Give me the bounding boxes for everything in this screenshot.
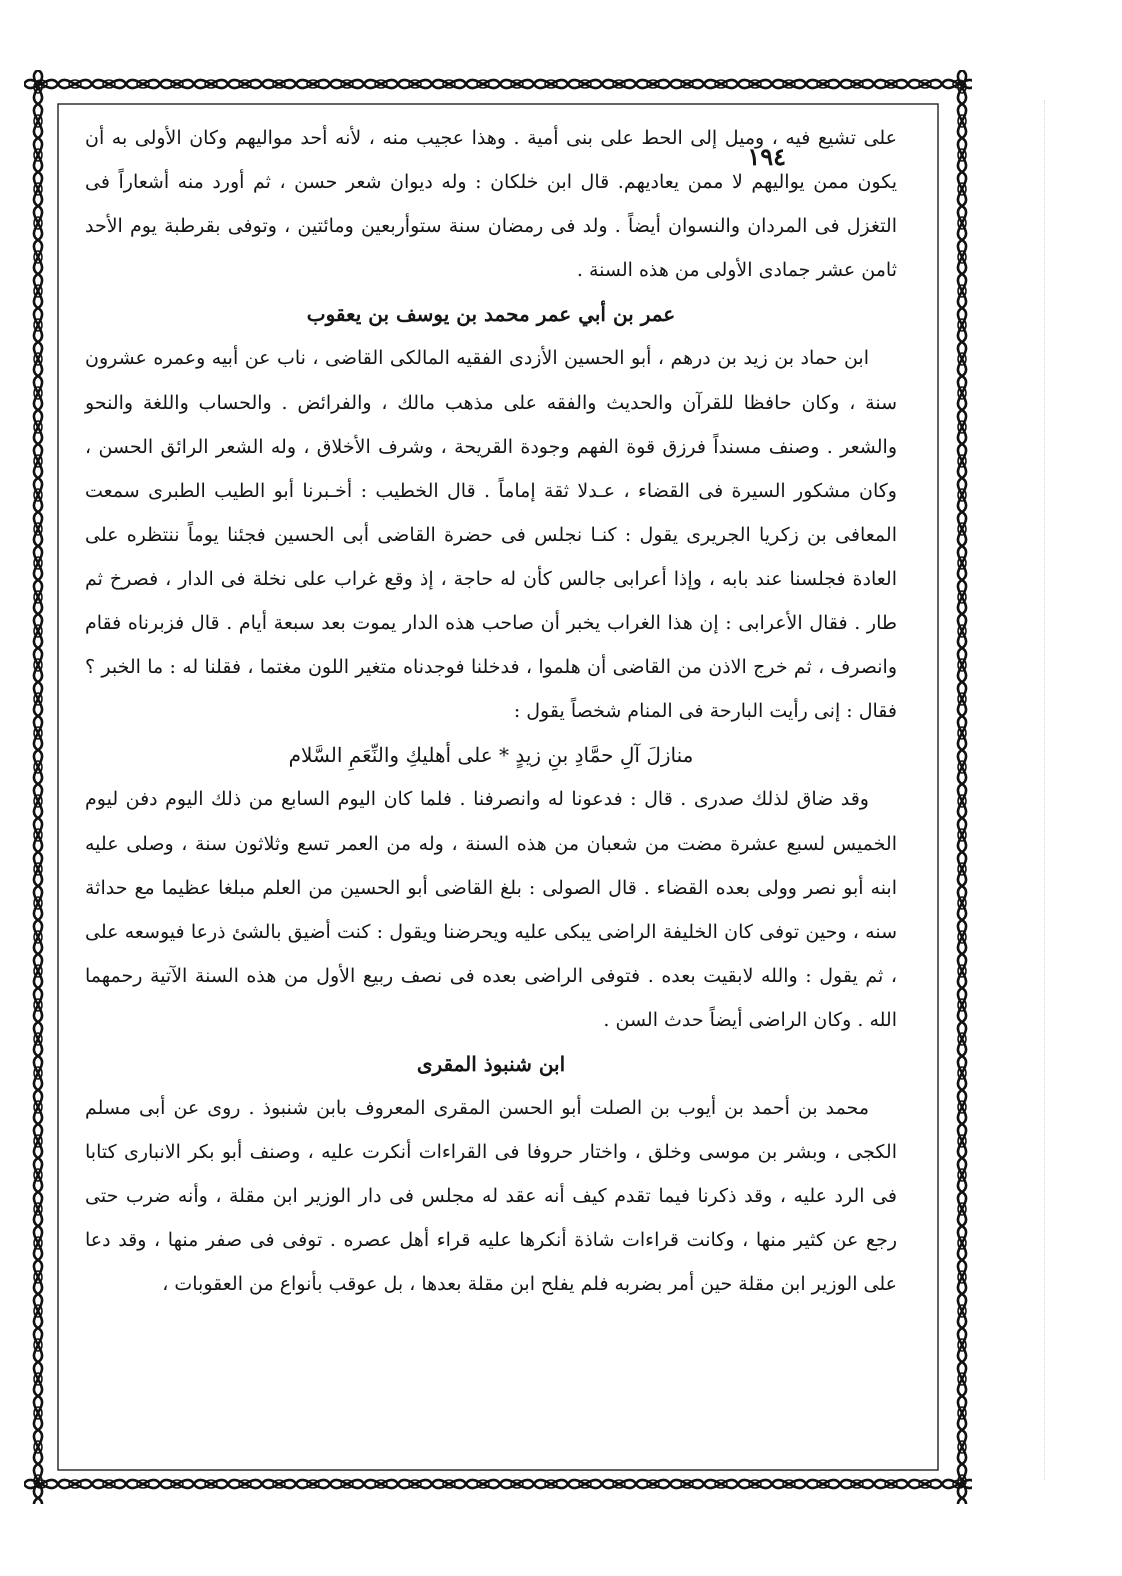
page-number: ١٩٤ xyxy=(737,142,796,171)
section-heading: عمر بن أبي عمر محمد بن يوسف بن يعقوب xyxy=(306,302,676,327)
body-paragraph: على تشيع فيه ، وميل إلى الحط على بنى أمية . وهذا عجيب منه ، لأنه أحد مواليهم وكان الأولى به أن يكون ممن يواليهم لا ممن يعاديهم. قال ابن خلكان : وله ديوان شعر حسن ، ثم أورد منه أشعاراً فى التغزل فى المردان والنسوان أيضاً . ولد فى رمضان سنة ستوأربعين ومائتين ، وتوفى بقرطبة يوم الأحد ثامن عشر جمادى الأولى من هذه السنة . xyxy=(85,127,897,282)
page-body xyxy=(85,116,897,1307)
body-paragraph: محمد بن أحمد بن أيوب بن الصلت أبو الحسن المقرى المعروف بابن شنبوذ . روى عن أبى مسلم الكجى ، وبشر بن موسى وخلق ، واختار حروفا فى القراءات أنكرت عليه ، وصنف أبو بكر الانبارى كتابا فى الرد عليه ، وقد ذكرنا فيما تقدم كيف أنه عقد له مجلس فى دار الوزير ابن مقلة ، وأنه ضرب حتى رجع عن كثير منها ، وكانت قراءات شاذة أنكرها عليه قراء أهل عصره . توفى فى صفر منها ، وقد دعا على الوزير ابن مقلة حين أمر بضربه فلم يفلح ابن مقلة بعدها ، بل عوقب بأنواع من العقوبات ، xyxy=(85,1097,897,1296)
verse-line: منازلَ آلِ حمَّادِ بنِ زيدٍ * على أهليكِ والنِّعَمِ السَّلام xyxy=(288,743,694,768)
body-paragraph: ابن حماد بن زيد بن درهم ، أبو الحسين الأزدى الفقيه المالكى القاضى ، ناب عن أبيه وعمره عشرون سنة ، وكان حافظا للقرآن والحديث والفقه على مذهب مالك ، والفرائض . والحساب واللغة والنحو والشعر . وصنف مسنداً فرزق قوة الفهم وجودة القريحة ، وشرف الأخلاق ، وله الشعر الرائق الحسن ، وكان مشكور السيرة فى القضاء ، عـدلا ثقة إماماً . قال الخطيب : أخـبرنا أبو الطيب الطبرى سمعت المعافى بن زكريا الجريرى يقول : كنـا نجلس فى حضرة القاضى أبى الحسين فجئنا يوماً ننتظره على العادة فجلسنا عند بابه ، وإذا أعرابى جالس كأن له حاجة ، إذ وقع غراب على نخلة فى الدار ، فصرخ ثم طار . فقال الأعرابى : إن هذا الغراب يخبر أن صاحب هذه الدار يموت بعد سبعة أيام . قال فزبرناه فقام وانصرف ، ثم خرج الاذن من القاضى أن هلموا ، فدخلنا فوجدناه متغير اللون مغتما ، فقلنا له : ما الخبر ؟ فقال : إنى رأيت البارحة فى المنام شخصاً يقول : xyxy=(85,347,898,723)
gutter-mark xyxy=(1044,100,1046,1480)
section-heading: ابن شنبوذ المقرى xyxy=(416,1051,566,1076)
body-paragraph: وقد ضاق لذلك صدرى . قال : فدعونا له وانصرفنا . فلما كان اليوم السابع من ذلك اليوم دفن ليوم الخميس لسبع عشرة مضت من شعبان من هذه السنة ، وله من العمر تسع وثلاثون سنة ، وصلى عليه ابنه أبو نصر وولى بعده القضاء . قال الصولى : بلغ القاضى أبو الحسين من العلم مبلغا عظيما مع حداثة سنه ، وحين توفى كان الخليفة الراضى يبكى عليه ويحرضنا ويقول : كنت أضيق بالشئ ذرعا فيوسعه على ، ثم يقول : والله لابقيت بعده . فتوفى الراضى بعده فى نصف ربيع الأول من هذه السنة الآتية رحمهما الله . وكان الراضى أيضاً حدث السن . xyxy=(85,788,897,1031)
